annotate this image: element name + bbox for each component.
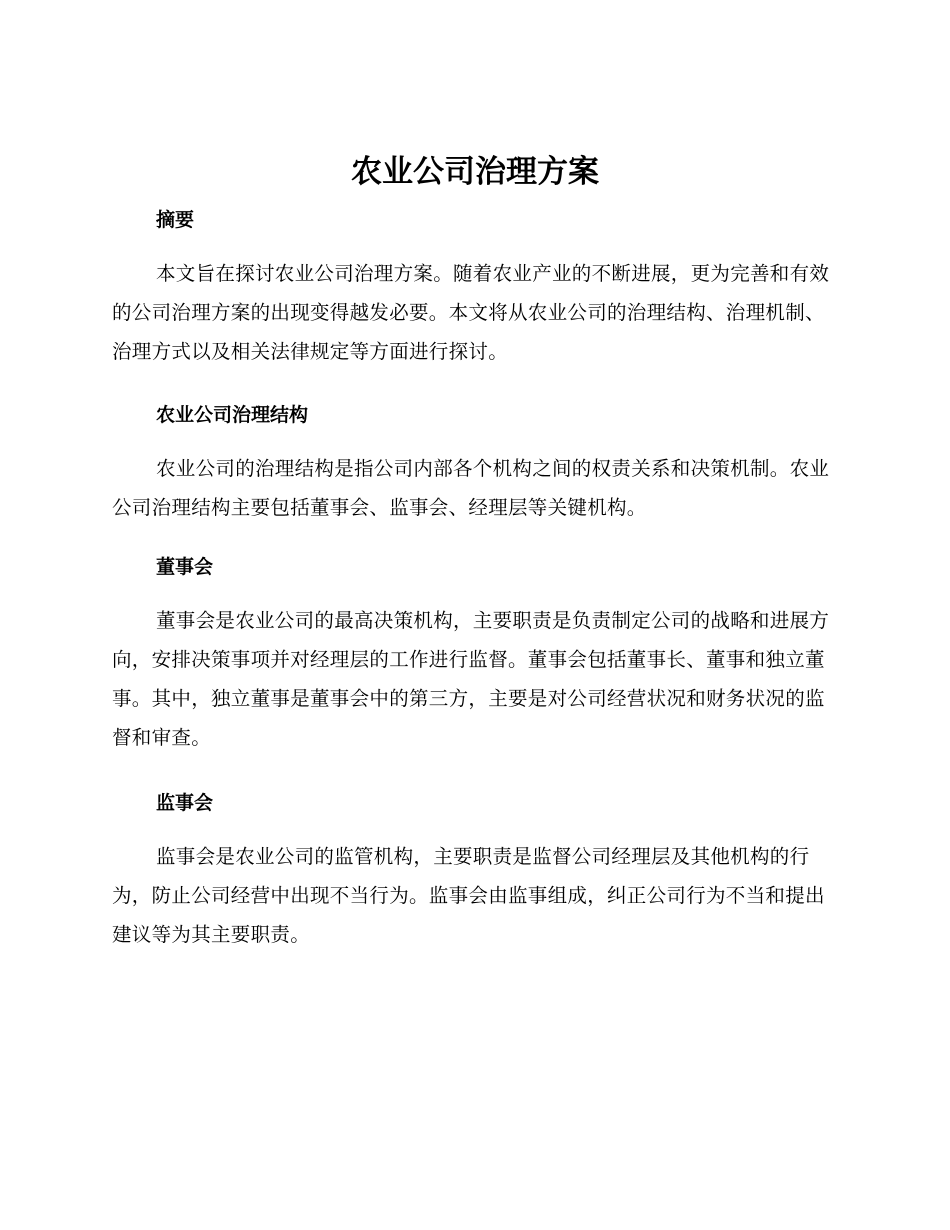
section-paragraph-governance-structure: 农业公司的治理结构是指公司内部各个机构之间的权责关系和决策机制。农业公司治理结构主要包括董事会、监事会、经理层等关键机构。 <box>112 457 830 519</box>
section-paragraph-board-of-directors: 董事会是农业公司的最高决策机构，主要职责是负责制定公司的战略和进展方向，安排决策事项并对经理层的工作进行监督。董事会包括董事长、董事和独立董事。其中，独立董事是董事会中的第三方，主要是对公司经营状况和财务状况的监督和审查。 <box>112 609 830 749</box>
section-heading-board-of-supervisors: 监事会 <box>156 792 214 814</box>
section-heading-abstract: 摘要 <box>156 209 195 231</box>
section-paragraph-board-of-supervisors: 监事会是农业公司的监管机构，主要职责是监督公司经理层及其他机构的行为，防止公司经营中出现不当行为。监事会由监事组成，纠正公司行为不当和提出建议等为其主要职责。 <box>112 845 825 946</box>
section-heading-governance-structure: 农业公司治理结构 <box>156 404 309 426</box>
document-title: 农业公司治理方案 <box>351 154 599 190</box>
section-paragraph-abstract: 本文旨在探讨农业公司治理方案。随着农业产业的不断进展，更为完善和有效的公司治理方案的出现变得越发必要。本文将从农业公司的治理结构、治理机制、治理方式以及相关法律规定等方面进行探讨。 <box>112 262 830 363</box>
section-heading-board-of-directors: 董事会 <box>156 556 214 578</box>
